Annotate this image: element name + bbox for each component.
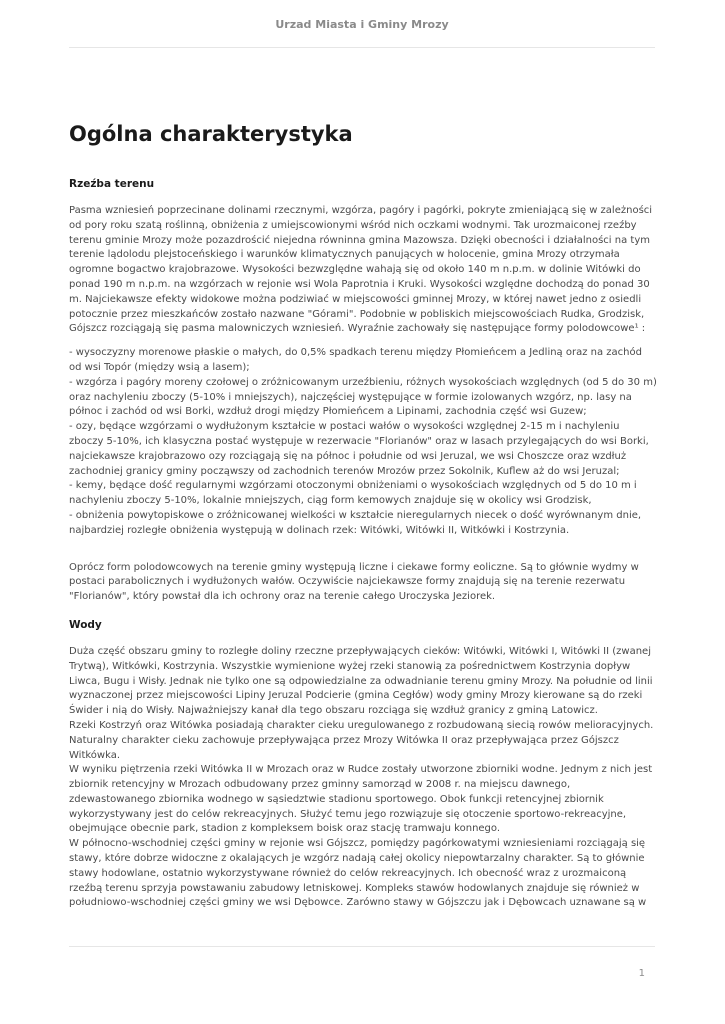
section-heading-wody: Wody: [69, 618, 102, 631]
page-header: [69, 0, 655, 48]
footer-divider: [69, 946, 655, 947]
section-heading-rzezba: Rzeźba terenu: [69, 178, 155, 190]
document-content: [69, 120, 657, 911]
page-number: 1: [638, 968, 645, 979]
paragraph-eolic: Oprócz form polodowcowych na terenie gminy występują liczne i ciekawe formy eoliczne. Są to głównie wydmy w postaci parabolicznych i wydłużonych wałów. Oczywiście najciekawsze formy znajdują się na terenie rezerwatu "Florianów", który powstał dla ich ochrony oraz na terenie całego Uroczyska Jeziorek.: [69, 561, 639, 603]
header-title: Urzad Miasta i Gminy Mrozy: [275, 18, 449, 31]
landform-list: - wysoczyzny morenowe płaskie o małych, do 0,5% spadkach terenu między Płomieńcem a Jedliną oraz na zachód od wsi Topór (między wsią a lasem); - wzgórza i pagóry moreny czołowej o zróżnicowanym urzeźbieniu, różnych wysokościach względnych (od 5 do 30 m) oraz nachyleniu zboczy (5-10% i mniejszych), najczęściej występujące w formie izolowanych wzgórz, np. lasy na północ i zachód od wsi Borki, wzdłuż drogi między Płomieńcem a Lipinami, zachodnia część wsi Guzew; - ozy, będące wzgórzami o wydłużonym kształcie w postaci wałów o wysokości względnej 2-15 m i nachyleniu zboczy 5-10%, ich klasyczna postać występuje w rezerwacie "Florianów" oraz w lasach przylegających do wsi Borki, najciekawsze krajobrazowo ozy rozciągają się na północ i południe od wsi Jeruzal, we wsi Choszcze oraz wzdłuż zachodniej granicy gminy począwszy od zachodnich terenów Mrozów przez Sokolnik, Kuflew aż do wsi Jeruzal; - kemy, będące dość regularnymi wzgórzami otoczonymi obniżeniami o wysokościach względnych od 5 do 10 m i nachyleniu zboczy 5-10%, lokalnie mniejszych, ciąg form kemowych znajduje się w okolicy wsi Grodzisk, - obniżenia powytopiskowe o zróżnicowanej wielkości w kształcie nieregularnych niecek o dość wyrównanym dnie, najbardziej rozległe obniżenia występują w dolinach rzek: Witówki, Witówki II, Witkówki i Kostrzynia.: [69, 347, 657, 536]
paragraph-rzezba-intro: Pasma wzniesień poprzecinane dolinami rzecznymi, wzgórza, pagóry i pagórki, pokryte zmieniającą się w zależności od pory roku szatą roślinną, obniżenia z umiejscowionymi wśród nich oczkami wodnymi. Tak urozmaiconej rzeźby terenu gminie Mrozy może pozazdrościć niejedna równinna gmina Mazowsza. Dzięki obecności i działalności na tym terenie lądolodu plejstoceńskiego i warunków klimatycznych panujących w holocenie, gmina Mrozy otrzymała ogromne bogactwo krajobrazowe. Wysokości bezwzględne wahają się od około 140 m n.p.m. w dolinie Witówki do ponad 190 m n.p.m. na wzgórzach w rejonie wsi Wola Paprotnia i Kruki. Wysokości względne dochodzą do ponad 30 m. Najciekawsze efekty widokowe można podziwiać w miejscowości gminnej Mrozy, w której nawet jedno z osiedli potocznie przez mieszkańców zostało nazwane "Górami". Podobnie w pobliskich miejscowościach Rudka, Grodzisk, Gójszcz rozciągają się pasma malowniczych wzniesień. Wyraźnie zachowały się następujące formy polodowcowe¹ :: [69, 205, 653, 335]
page-title: Ogólna charakterystyka: [69, 122, 353, 146]
paragraph-wody: Duża część obszaru gminy to rozległe doliny rzeczne przepływających cieków: Witówki, Witówki I, Witówki II (zwanej Trytwą), Witkówki, Kostrzynia. Wszystkie wymienione wyżej rzeki stanowią za pośrednictwem Kostrzynia dopływ Liwca, Bugu i Wisły. Jednak nie tylko one są odpowiedzialne za odwadnianie terenu gminy Mrozy. Na południe od linii wyznaczonej przez miejscowości Lipiny Jeruzal Podcierie (gmina Cegłów) wody gminy Mrozy kierowane są do rzeki Świder i nią do Wisły. Najważniejszy kanał dla tego obszaru rozciąga się wzdłuż granicy z gminą Latowicz. Rzeki Kostrzyń oraz Witówka posiadają charakter cieku uregulowanego z rozbudowaną siecią rowów melioracyjnych. Naturalny charakter cieku zachowuje przepływająca przez Mrozy Witówka II oraz przepływająca przez Gójszcz Witkówka. W wyniku piętrzenia rzeki Witówka II w Mrozach oraz w Rudce zostały utworzone zbiorniki wodne. Jednym z nich jest zbiornik retencyjny w Mrozach odbudowany przez gminny samorząd w 2008 r. na miejscu dawnego, zdewastowanego zbiornika wodnego w sąsiedztwie stadionu sportowego. Obok funkcji retencyjnej zbiornik wykorzystywany jest do celów rekreacyjnych. Służyć temu jego rozwiązuje się otoczenie sportowo-rekreacyjne, obejmujące obecnie park, stadion z kompleksem boisk oraz stację tramwaju konnego. W północno-wschodniej części gminy w rejonie wsi Gójszcz, pomiędzy pagórkowatymi wzniesieniami rozciągają się stawy, które dobrze widoczne z okalających je wzgórz nadają całej okolicy niepowtarzalny charakter. Są to głównie stawy hodowlane, ostatnio wykorzystywane również do celów rekreacyjnych. Ich obecność wraz z urozmaiconą rzeźbą terenu sprzyja powstawaniu zabudowy letniskowej. Kompleks stawów hodowlanych znajduje się również w południowo-wschodniej części gminy we wsi Dębowce. Zarówno stawy w Gójszczu jak i Dębowcach uznawane są w: [69, 645, 654, 909]
